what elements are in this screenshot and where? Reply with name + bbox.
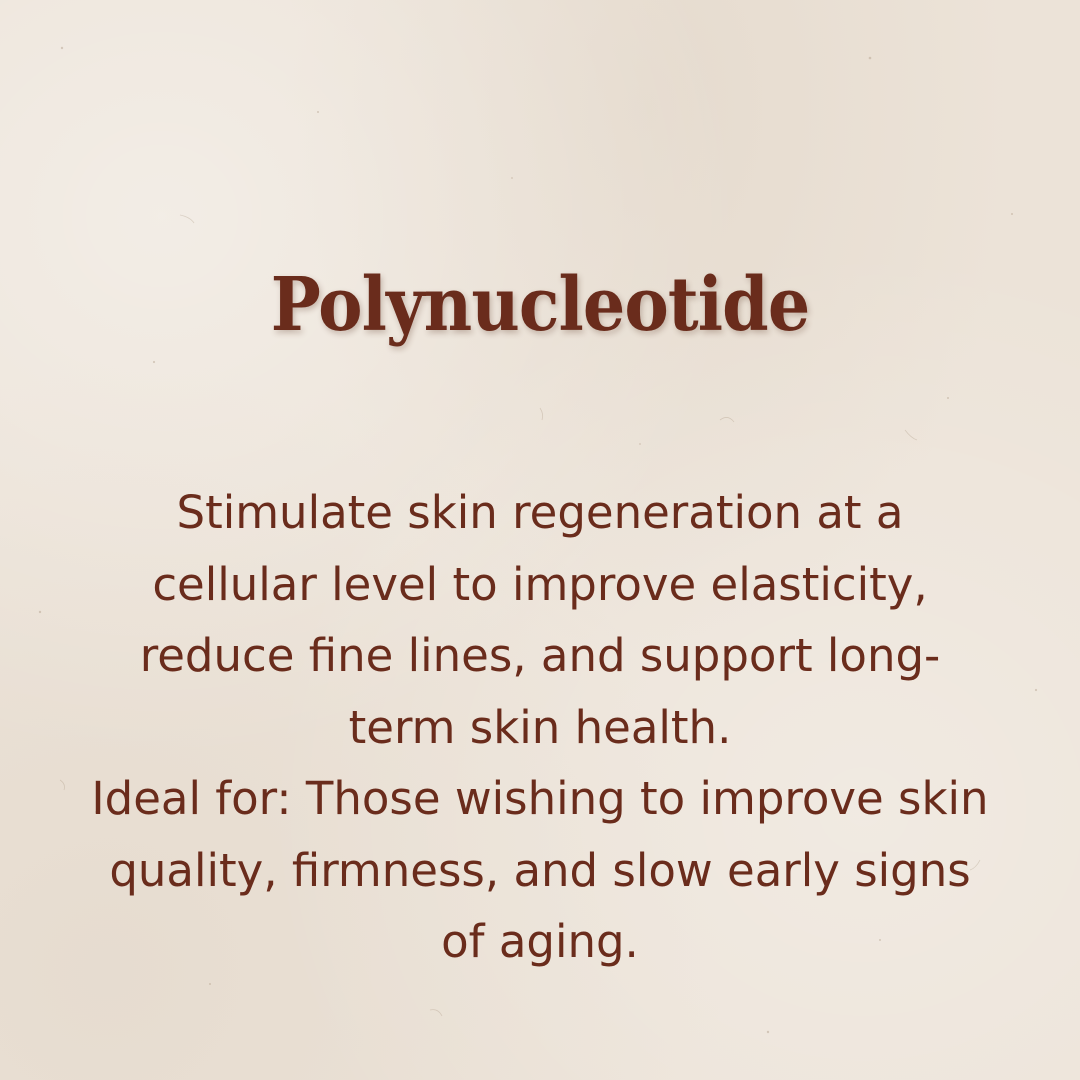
description-text: Stimulate skin regeneration at a cellular level to improve elasticity, reduce fine lines, and support long-term skin health. — [139, 486, 941, 754]
body-text-block — [90, 477, 990, 978]
ideal-for-text: Ideal for: Those wishing to improve skin quality, firmness, and slow early signs of aging. — [91, 772, 989, 968]
page-title: Polynucleotide — [270, 262, 810, 348]
